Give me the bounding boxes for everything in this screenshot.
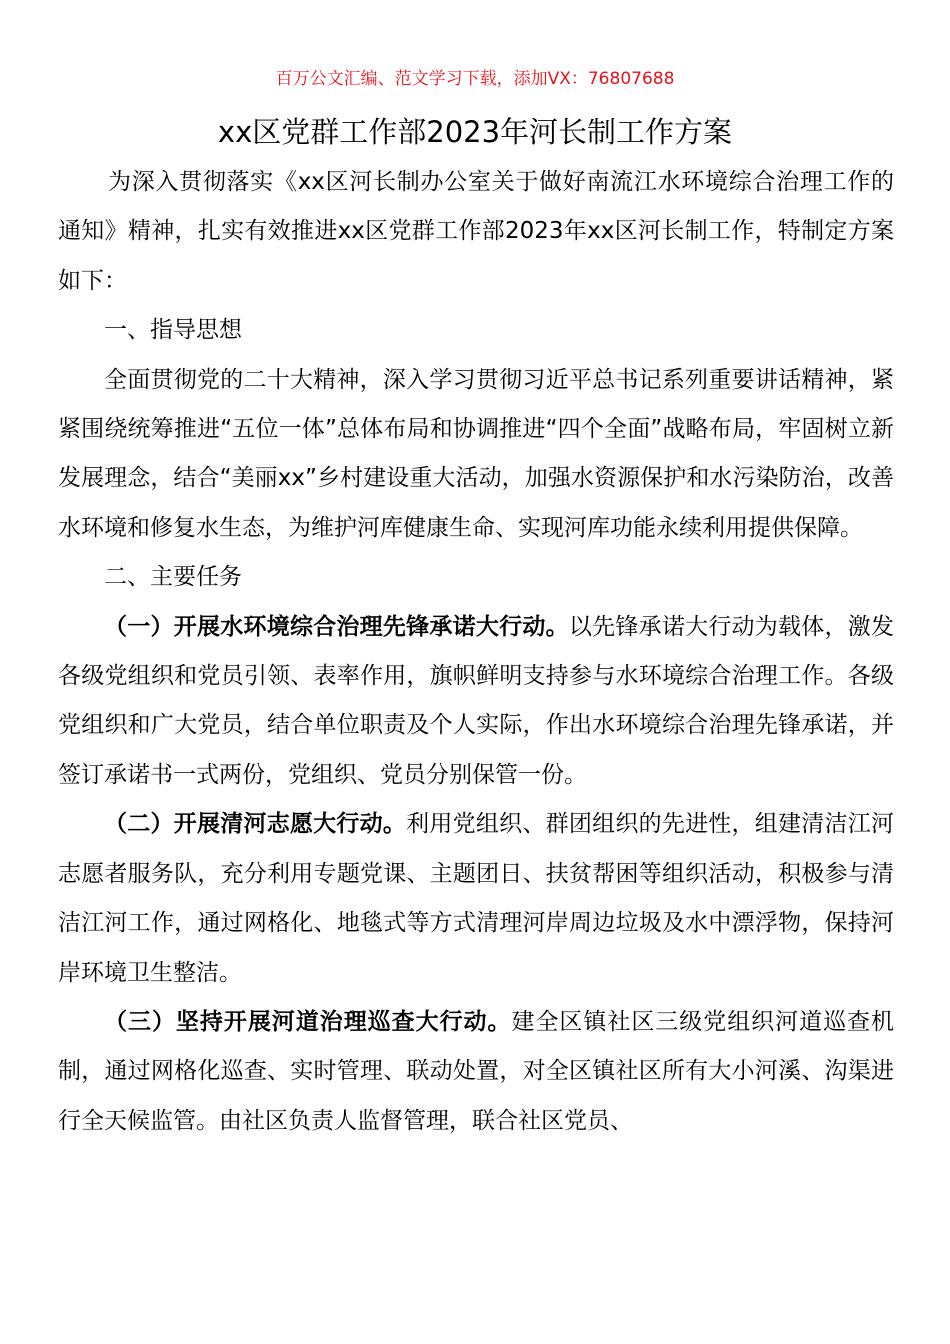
watermark-text: 百万公文汇编、范文学习下载，添加VX：76807688	[275, 69, 675, 89]
document-body	[58, 158, 894, 1146]
task-lead-2: （二）开展清河志愿大行动。	[104, 811, 407, 838]
task-paragraph-3	[58, 998, 894, 1146]
task-text-3: 建全区镇社区三级党组织河道巡查机制，通过网格化巡查、实时管理、联动处置，对全区镇社区所有大小河溪、沟渠进行全天候监管。由社区负责人监督管理，联合社区党员、	[58, 1008, 894, 1134]
page-title: xx区党群工作部2023年河长制工作方案	[217, 115, 733, 149]
section-paragraph-guiding-ideology: 全面贯彻党的二十大精神，深入学习贯彻习近平总书记系列重要讲话精神，紧紧围绕统筹推进“五位一体”总体布局和协调推进“四个全面”战略布局，牢固树立新发展理念，结合“美丽xx”乡村建设重大活动，加强水资源保护和水污染防治，改善水环境和修复水生态，为维护河库健康生命、实现河库功能永续利用提供保障。	[58, 366, 894, 541]
task-text-2: 利用党组织、群团组织的先进性，组建清洁江河志愿者服务队，充分利用专题党课、主题团日、扶贫帮困等组织活动，积极参与清洁江河工作，通过网格化、地毯式等方式清理河岸周边垃圾及水中漂浮物，保持河岸环境卫生整洁。	[58, 811, 895, 986]
task-text-1: 以先锋承诺大行动为载体，激发各级党组织和党员引领、表率作用，旗帜鲜明支持参与水环境综合治理工作。各级党组织和广大党员，结合单位职责及个人实际，作出水环境综合治理先锋承诺，并签订承诺书一式两份，党组织、党员分别保管一份。	[58, 613, 895, 788]
task-lead-3: （三）坚持开展河道治理巡查大行动。	[104, 1008, 512, 1035]
task-paragraph-2	[58, 800, 894, 998]
section-heading-main-tasks: 二、主要任务	[104, 564, 242, 591]
intro-paragraph: 为深入贯彻落实《xx区河长制办公室关于做好南流江水环境综合治理工作的通知》精神，扎实有效推进xx区党群工作部2023年xx区河长制工作，特制定方案如下：	[58, 169, 894, 294]
section-heading-guiding-ideology: 一、指导思想	[104, 317, 242, 344]
task-lead-1: （一）开展水环境综合治理先锋承诺大行动。	[104, 613, 569, 640]
task-paragraph-1	[58, 603, 894, 801]
